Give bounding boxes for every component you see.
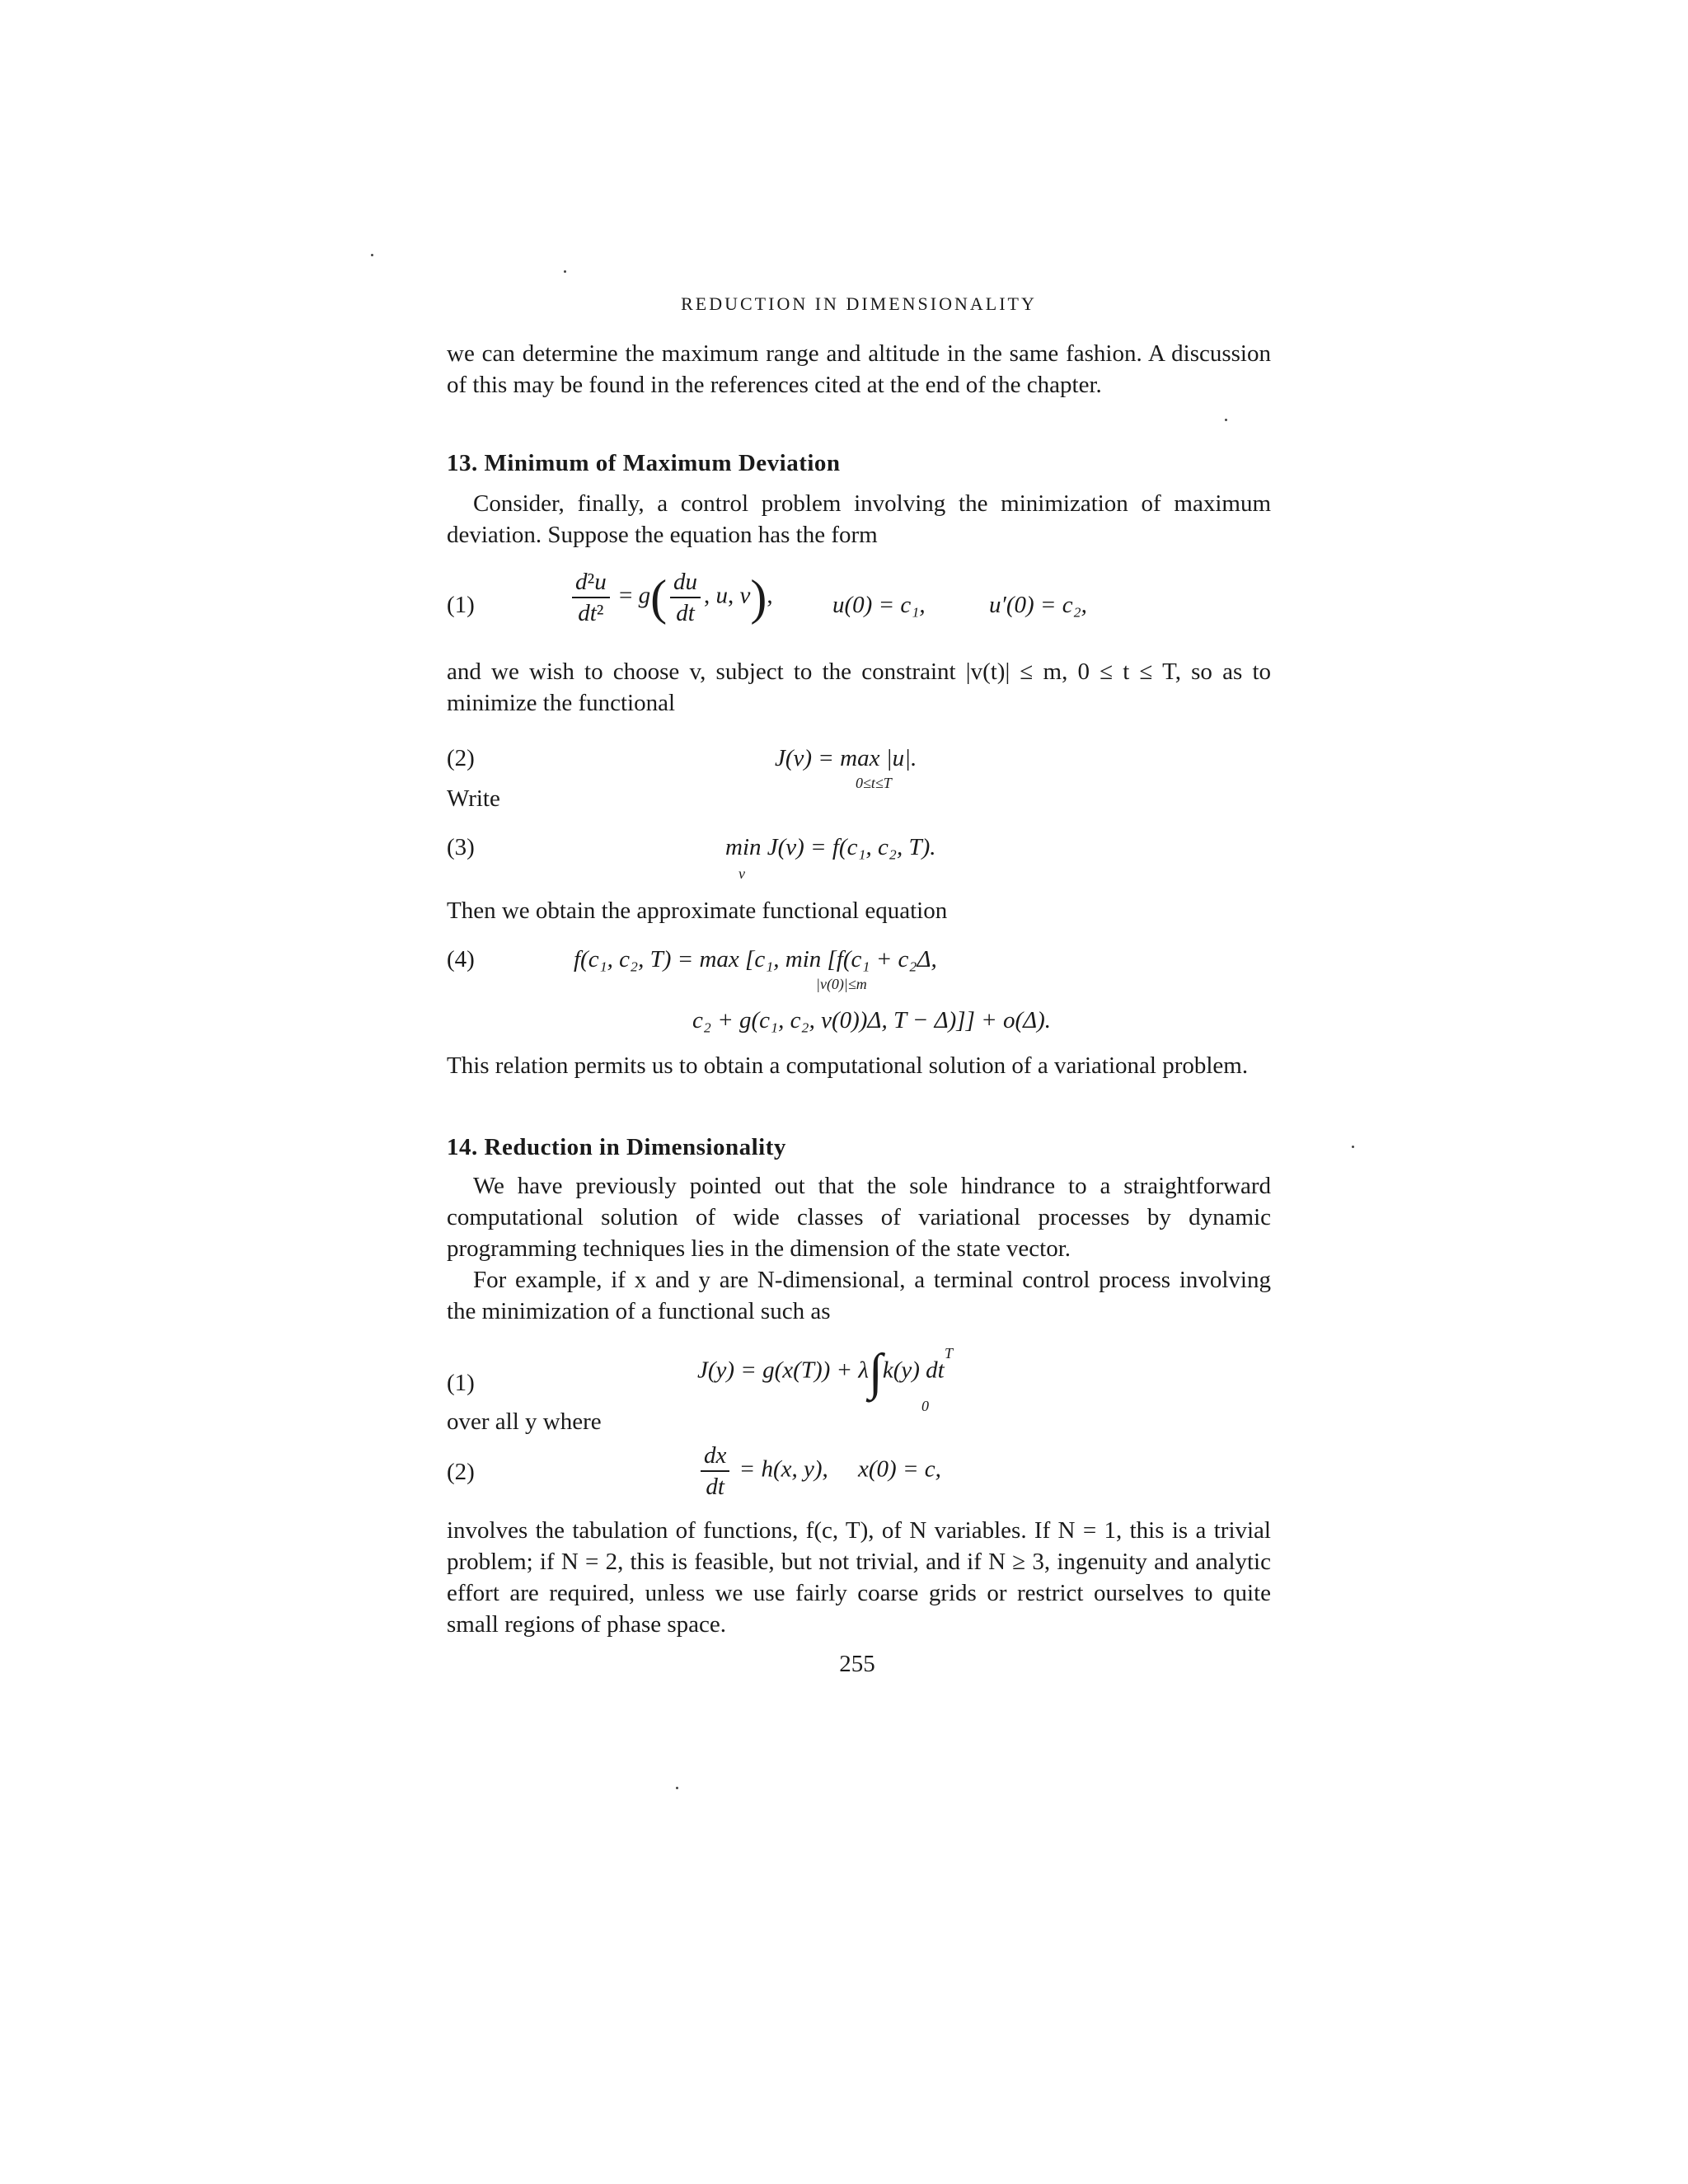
- eq-13-4-line-1: f(c₁, c₂, T) = max [c₁, min [f(c₁ + c₂Δ,: [574, 946, 937, 972]
- eq-13-4-subscript: |v(0)|≤m: [816, 976, 867, 992]
- section-13-para-4: This relation permits us to obtain a computational solution of a variational problem.: [447, 1052, 1249, 1079]
- section-14-para-3: involves the tabulation of functions, f(c, T), of N variables. If N = 1, this is a trivial problem; if N = 2, this is feasible, but not trivial, and if N ≥ 3, ingenuity and analytic effort are required, unless we use fairly coarse grids or restrict ourselves to quite small regions of phase space.: [447, 1517, 1271, 1638]
- section-14-para-2: For example, if x and y are N-dimensional, a terminal control process involving the minimization of a functional such as: [447, 1267, 1271, 1324]
- eq-13-3-subscript: v: [738, 865, 745, 882]
- eq-13-2-subscript: 0≤t≤T: [856, 775, 892, 791]
- fraction-du-dt: $\frac{du}{dt}$: [670, 567, 701, 628]
- section-13-para-2: and we wish to choose v, subject to the constraint |v(t)| ≤ m, 0 ≤ t ≤ T, so as to minimize the functional: [447, 658, 1271, 716]
- integral-sign: ∫: [868, 1344, 883, 1400]
- integral-upper-limit: T: [945, 1345, 954, 1361]
- over-all-text: over all y where: [447, 1408, 602, 1435]
- eq-14-1: [697, 1344, 945, 1400]
- eq-14-2-rhs: = h(x, y), x(0) = c,: [738, 1455, 941, 1483]
- eq-13-4-number: (4): [447, 946, 475, 972]
- intro-paragraph: we can determine the maximum range and altitude in the same fashion. A discussion of this may be found in the references cited at the end of the chapter.: [447, 340, 1271, 398]
- eq-14-2-number: (2): [447, 1459, 475, 1485]
- fraction-d2u-dt2: $\frac{\text{d²u}}{\text{dt²}}$: [572, 567, 610, 628]
- eq-13-1: $\frac{\text{d²u}}{\text{dt²}}$ = g( $\frac{du}{dt}$ , u, v),: [569, 567, 773, 628]
- fraction-dx-dt: $\frac{dx}{dt}$: [701, 1441, 729, 1502]
- eq-13-4-line-2: c₂ + g(c₁, c₂, v(0))Δ, T − Δ)]] + o(Δ).: [692, 1007, 1052, 1033]
- eq-14-2: [697, 1441, 941, 1502]
- scan-speck: [564, 270, 566, 273]
- section-14-para-1: We have previously pointed out that the sole hindrance to a straightforward computational solution of wide classes of variational processes by dynamic programming techniques lies in the dimension of the state vector.: [447, 1173, 1271, 1262]
- eq-13-2: J(v) = max |u|.: [775, 745, 917, 771]
- running-head: REDUCTION IN DIMENSIONALITY: [681, 293, 1037, 314]
- eq-14-1-body: J(y) = g(x(T)) + λ: [697, 1357, 869, 1384]
- integral-lower-limit: 0: [921, 1398, 929, 1414]
- eq-13-1-initial-u: u(0) = c₁,: [832, 592, 926, 618]
- section-13-para-3: Then we obtain the approximate functional equation: [447, 898, 948, 924]
- write-label: Write: [447, 785, 500, 812]
- eq-14-1-number: (1): [447, 1370, 475, 1396]
- scan-speck: [676, 1787, 678, 1789]
- eq-13-1-initial-du: u′(0) = c₂,: [989, 592, 1087, 618]
- page-number: 255: [839, 1651, 875, 1677]
- section-14-title: 14. Reduction in Dimensionality: [447, 1134, 786, 1160]
- eq-13-1-number: (1): [447, 592, 475, 618]
- scan-speck: [1225, 419, 1227, 421]
- scan-speck: [1352, 1146, 1354, 1148]
- eq-14-1-tail: k(y) dt: [882, 1357, 945, 1384]
- section-13-title: 13. Minimum of Maximum Deviation: [447, 450, 841, 476]
- eq-13-2-number: (2): [447, 745, 475, 771]
- eq-13-3-number: (3): [447, 834, 475, 860]
- section-13-para-1: Consider, finally, a control problem involving the minimization of maximum deviation. Suppose the equation has the form: [447, 490, 1271, 548]
- scan-speck: [371, 254, 373, 256]
- eq-13-3: min J(v) = f(c₁, c₂, T).: [725, 834, 936, 860]
